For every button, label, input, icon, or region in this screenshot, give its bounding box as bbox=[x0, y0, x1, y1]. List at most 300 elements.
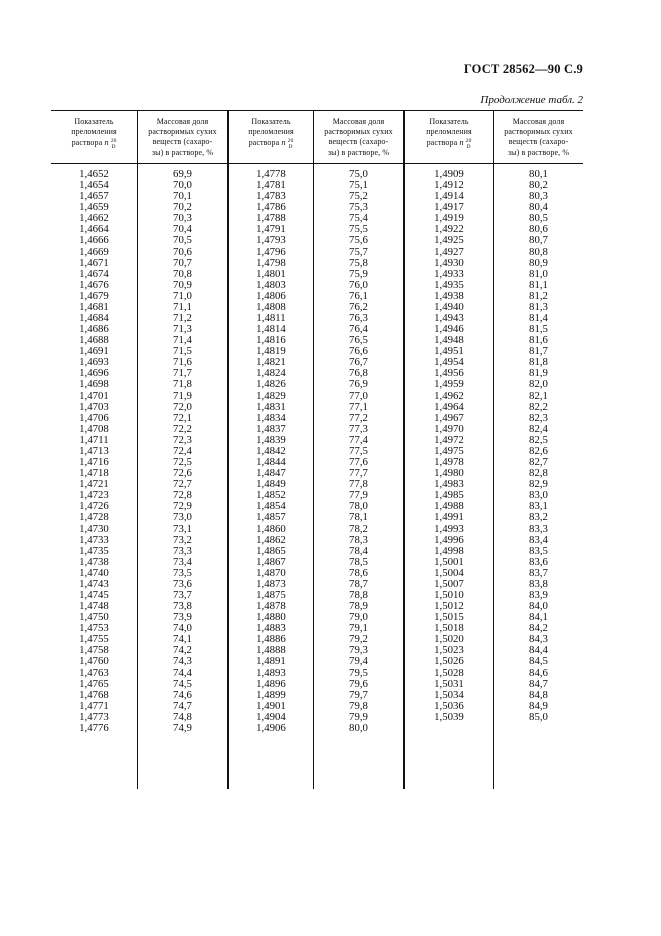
table-cell: 1,4703 bbox=[79, 400, 109, 413]
table-cell: 1,4821 bbox=[256, 356, 286, 369]
table-cell: 1,4964 bbox=[434, 400, 464, 413]
table-cell: 70,8 bbox=[173, 267, 192, 280]
table-cell: 76,8 bbox=[349, 367, 368, 380]
document-reference: ГОСТ 28562—90 С.9 bbox=[463, 62, 583, 76]
table-cell: 1,4662 bbox=[79, 212, 109, 225]
table-cell: 1,5020 bbox=[434, 633, 464, 646]
table-cell: 73,7 bbox=[173, 588, 192, 601]
table-cell: 81,0 bbox=[529, 267, 548, 280]
table-cell: 1,4904 bbox=[256, 710, 286, 723]
table-cell: 74,0 bbox=[173, 622, 192, 635]
table-cell: 1,4972 bbox=[434, 433, 464, 446]
table-cell: 1,4993 bbox=[434, 522, 464, 535]
table-cell: 75,0 bbox=[349, 168, 368, 180]
table-cell: 79,1 bbox=[349, 622, 368, 635]
table-cell: 81,3 bbox=[529, 300, 548, 313]
table-cell: 77,3 bbox=[349, 422, 368, 435]
table-cell: 1,4930 bbox=[434, 256, 464, 269]
table-cell: 78,0 bbox=[349, 500, 368, 513]
table-cell: 80,0 bbox=[349, 721, 368, 734]
table-cell: 1,4962 bbox=[434, 389, 464, 402]
table-cell: 84,4 bbox=[529, 644, 548, 657]
header-line: веществ (сахаро- bbox=[508, 137, 569, 147]
table-cell: 1,5028 bbox=[434, 666, 464, 679]
table-cell: 75,7 bbox=[349, 245, 368, 258]
table-cell: 1,4852 bbox=[256, 489, 286, 502]
table-cell: 1,4698 bbox=[79, 378, 109, 391]
column-refractive-index-3 bbox=[403, 164, 493, 789]
table-cell: 1,4837 bbox=[256, 422, 286, 435]
header-mass-fraction-1 bbox=[137, 111, 227, 163]
table-cell: 1,4791 bbox=[256, 223, 286, 236]
table-cell: 1,4826 bbox=[256, 378, 286, 391]
column-refractive-index-2 bbox=[227, 164, 313, 789]
table-cell: 1,4811 bbox=[256, 312, 286, 325]
header-line: Показатель bbox=[429, 117, 469, 126]
table-cell: 1,4763 bbox=[79, 666, 109, 679]
table-cell: 78,3 bbox=[349, 533, 368, 546]
header-line: преломления bbox=[248, 127, 294, 137]
table-cell: 75,1 bbox=[349, 179, 368, 192]
table-cell: 1,4684 bbox=[79, 312, 109, 325]
table-cell: 1,4842 bbox=[256, 444, 286, 457]
header-line: преломления bbox=[71, 127, 117, 137]
table-cell: 82,1 bbox=[529, 389, 548, 402]
table-cell: 70,3 bbox=[173, 212, 192, 225]
table-cell: 71,7 bbox=[173, 367, 192, 380]
header-refractive-index-1 bbox=[51, 111, 137, 163]
table-cell: 79,5 bbox=[349, 666, 368, 679]
header-line: Показатель bbox=[74, 117, 114, 126]
table-cell: 75,2 bbox=[349, 190, 368, 203]
table-cell: 72,4 bbox=[173, 444, 192, 457]
table-cell: 70,0 bbox=[173, 179, 192, 192]
table-cell: 82,9 bbox=[529, 478, 548, 491]
table-cell: 71,8 bbox=[173, 378, 192, 391]
superscript: 20 bbox=[287, 137, 294, 144]
table-cell: 1,4996 bbox=[434, 533, 464, 546]
table-cell: 1,4669 bbox=[79, 245, 109, 258]
table-continuation-label: Продолжение табл. 2 bbox=[480, 94, 583, 106]
table-cell: 72,9 bbox=[173, 500, 192, 513]
table-cell: 1,4925 bbox=[434, 234, 464, 247]
table-cell: 1,4735 bbox=[79, 544, 109, 557]
table-cell: 1,4674 bbox=[79, 267, 109, 280]
table-cell: 82,5 bbox=[529, 433, 548, 446]
header-text: раствора bbox=[248, 138, 280, 148]
table-cell: 1,4701 bbox=[79, 389, 109, 402]
table-cell: 1,4970 bbox=[434, 422, 464, 435]
table-cell: 1,4728 bbox=[79, 511, 109, 524]
table-cell: 1,4951 bbox=[434, 345, 464, 358]
table-cell: 78,4 bbox=[349, 544, 368, 557]
table-cell: 1,4857 bbox=[256, 511, 286, 524]
table-cell: 76,3 bbox=[349, 312, 368, 325]
table-cell: 1,4760 bbox=[79, 655, 109, 668]
table-cell: 72,6 bbox=[173, 467, 192, 480]
header-refractive-index-2 bbox=[227, 111, 313, 163]
table-cell: 81,9 bbox=[529, 367, 548, 380]
table-cell: 78,9 bbox=[349, 600, 368, 613]
table-cell: 1,4896 bbox=[256, 677, 286, 690]
table-cell: 1,4880 bbox=[256, 611, 286, 624]
table-cell: 80,9 bbox=[529, 256, 548, 269]
table-cell: 1,4875 bbox=[256, 588, 286, 601]
table-cell: 79,9 bbox=[349, 710, 368, 723]
table-cell: 1,4706 bbox=[79, 411, 109, 424]
table-cell: 1,4891 bbox=[256, 655, 286, 668]
table-cell: 1,4696 bbox=[79, 367, 109, 380]
n-symbol: n bbox=[281, 137, 286, 148]
table-cell: 73,0 bbox=[173, 511, 192, 524]
table-cell: 75,4 bbox=[349, 212, 368, 225]
table-cell: 71,4 bbox=[173, 334, 192, 347]
table-cell: 83,4 bbox=[529, 533, 548, 546]
header-line: зы) в растворе, % bbox=[507, 147, 570, 157]
table-cell: 1,4975 bbox=[434, 444, 464, 457]
table-cell: 1,4801 bbox=[256, 267, 286, 280]
table-cell: 1,4839 bbox=[256, 433, 286, 446]
table-cell: 83,5 bbox=[529, 544, 548, 557]
table-cell: 72,3 bbox=[173, 433, 192, 446]
table-cell: 1,4738 bbox=[79, 555, 109, 568]
table-cell: 78,5 bbox=[349, 555, 368, 568]
table-cell: 1,5015 bbox=[434, 611, 464, 624]
table-cell: 72,0 bbox=[173, 400, 192, 413]
table-cell: 72,1 bbox=[173, 411, 192, 424]
table-cell: 1,4922 bbox=[434, 223, 464, 236]
table-cell: 1,5023 bbox=[434, 644, 464, 657]
table-cell: 77,9 bbox=[349, 489, 368, 502]
table-cell: 79,8 bbox=[349, 699, 368, 712]
table-cell: 1,4912 bbox=[434, 179, 464, 192]
header-line: Массовая доля bbox=[156, 117, 209, 126]
table-cell: 83,6 bbox=[529, 555, 548, 568]
table-cell: 1,4806 bbox=[256, 289, 286, 302]
table-cell: 1,4796 bbox=[256, 245, 286, 258]
table-cell: 1,4909 bbox=[434, 168, 464, 180]
table-cell: 1,4978 bbox=[434, 456, 464, 469]
table-cell: 73,8 bbox=[173, 600, 192, 613]
table-cell: 1,4816 bbox=[256, 334, 286, 347]
table-cell: 82,8 bbox=[529, 467, 548, 480]
table-cell: 1,4750 bbox=[79, 611, 109, 624]
table-cell: 1,4883 bbox=[256, 622, 286, 635]
table-cell: 74,9 bbox=[173, 721, 192, 734]
table-cell: 76,9 bbox=[349, 378, 368, 391]
table-cell: 73,9 bbox=[173, 611, 192, 624]
table-cell: 1,4983 bbox=[434, 478, 464, 491]
table-cell: 1,5007 bbox=[434, 577, 464, 590]
table-cell: 70,2 bbox=[173, 201, 192, 214]
table-cell: 1,4740 bbox=[79, 566, 109, 579]
table-cell: 76,2 bbox=[349, 300, 368, 313]
table-cell: 74,8 bbox=[173, 710, 192, 723]
table-cell: 79,7 bbox=[349, 688, 368, 701]
table-cell: 83,1 bbox=[529, 500, 548, 513]
table-cell: 1,4985 bbox=[434, 489, 464, 502]
table-cell: 77,1 bbox=[349, 400, 368, 413]
table-cell: 1,4681 bbox=[79, 300, 109, 313]
table-cell: 1,4768 bbox=[79, 688, 109, 701]
table-cell: 72,8 bbox=[173, 489, 192, 502]
table-cell: 74,7 bbox=[173, 699, 192, 712]
table-cell: 74,1 bbox=[173, 633, 192, 646]
table-cell: 1,4713 bbox=[79, 444, 109, 457]
table-cell: 76,6 bbox=[349, 345, 368, 358]
table-cell: 72,7 bbox=[173, 478, 192, 491]
table-cell: 1,4967 bbox=[434, 411, 464, 424]
table-cell: 1,4956 bbox=[434, 367, 464, 380]
table-cell: 83,3 bbox=[529, 522, 548, 535]
table-cell: 1,4844 bbox=[256, 456, 286, 469]
header-line: растворимых сухих bbox=[148, 127, 217, 137]
table-cell: 81,5 bbox=[529, 323, 548, 336]
table-cell: 1,5012 bbox=[434, 600, 464, 613]
table-cell: 1,4860 bbox=[256, 522, 286, 535]
table-cell: 80,5 bbox=[529, 212, 548, 225]
table-cell: 1,4834 bbox=[256, 411, 286, 424]
table-cell: 1,4676 bbox=[79, 278, 109, 291]
table-body bbox=[51, 164, 583, 789]
table-cell: 1,4786 bbox=[256, 201, 286, 214]
table-cell: 77,6 bbox=[349, 456, 368, 469]
table-cell: 70,4 bbox=[173, 223, 192, 236]
table-cell: 81,7 bbox=[529, 345, 548, 358]
table-cell: 1,4940 bbox=[434, 300, 464, 313]
table-cell: 1,4666 bbox=[79, 234, 109, 247]
table-cell: 1,4888 bbox=[256, 644, 286, 657]
table-cell: 1,4814 bbox=[256, 323, 286, 336]
table-cell: 84,5 bbox=[529, 655, 548, 668]
table-cell: 82,0 bbox=[529, 378, 548, 391]
table-cell: 83,2 bbox=[529, 511, 548, 524]
table-cell: 76,7 bbox=[349, 356, 368, 369]
n-symbol: n bbox=[104, 137, 109, 148]
table-cell: 71,9 bbox=[173, 389, 192, 402]
table-cell: 71,2 bbox=[173, 312, 192, 325]
table-cell: 1,4771 bbox=[79, 699, 109, 712]
table-cell: 83,9 bbox=[529, 588, 548, 601]
table-cell: 79,4 bbox=[349, 655, 368, 668]
table-cell: 1,5034 bbox=[434, 688, 464, 701]
table-cell: 84,1 bbox=[529, 611, 548, 624]
n-symbol: n bbox=[459, 137, 464, 148]
table-cell: 73,5 bbox=[173, 566, 192, 579]
table-cell: 1,4865 bbox=[256, 544, 286, 557]
table-cell: 1,4867 bbox=[256, 555, 286, 568]
table-cell: 1,4657 bbox=[79, 190, 109, 203]
table-cell: 1,4686 bbox=[79, 323, 109, 336]
table-cell: 84,9 bbox=[529, 699, 548, 712]
table-cell: 72,2 bbox=[173, 422, 192, 435]
table-cell: 1,4793 bbox=[256, 234, 286, 247]
table-cell: 1,5004 bbox=[434, 566, 464, 579]
table-cell: 74,6 bbox=[173, 688, 192, 701]
table-cell: 73,4 bbox=[173, 555, 192, 568]
header-line: зы) в растворе, % bbox=[151, 147, 214, 157]
table-cell: 1,4954 bbox=[434, 356, 464, 369]
table-cell: 80,7 bbox=[529, 234, 548, 247]
table-cell: 78,2 bbox=[349, 522, 368, 535]
header-line: Массовая доля bbox=[332, 117, 385, 126]
header-line: растворимых сухих bbox=[324, 127, 393, 137]
table-cell: 71,5 bbox=[173, 345, 192, 358]
table-cell: 1,4721 bbox=[79, 478, 109, 491]
table-cell: 1,4906 bbox=[256, 721, 286, 734]
table-cell: 80,2 bbox=[529, 179, 548, 192]
table-cell: 1,4917 bbox=[434, 201, 464, 214]
table-cell: 1,5039 bbox=[434, 710, 464, 723]
table-cell: 73,1 bbox=[173, 522, 192, 535]
table-cell: 1,4831 bbox=[256, 400, 286, 413]
header-mass-fraction-3 bbox=[493, 111, 583, 163]
table-cell: 1,4927 bbox=[434, 245, 464, 258]
table-cell: 1,5001 bbox=[434, 555, 464, 568]
table-cell: 83,8 bbox=[529, 577, 548, 590]
table-cell: 1,4781 bbox=[256, 179, 286, 192]
table-cell: 77,5 bbox=[349, 444, 368, 457]
table-cell: 1,4886 bbox=[256, 633, 286, 646]
subscript: D bbox=[288, 143, 293, 150]
table-cell: 84,2 bbox=[529, 622, 548, 635]
header-text: раствора bbox=[426, 138, 458, 148]
table-cell: 1,5031 bbox=[434, 677, 464, 690]
header-refractive-index-3 bbox=[403, 111, 493, 163]
table-cell: 80,6 bbox=[529, 223, 548, 236]
column-mass-fraction-3 bbox=[493, 164, 583, 789]
table-cell: 82,2 bbox=[529, 400, 548, 413]
table-cell: 75,5 bbox=[349, 223, 368, 236]
table-cell: 81,4 bbox=[529, 312, 548, 325]
table-cell: 1,4758 bbox=[79, 644, 109, 657]
table-cell: 77,2 bbox=[349, 411, 368, 424]
table-cell: 80,4 bbox=[529, 201, 548, 214]
table-cell: 1,4723 bbox=[79, 489, 109, 502]
table-cell: 74,2 bbox=[173, 644, 192, 657]
table-cell: 1,4726 bbox=[79, 500, 109, 513]
table-cell: 1,4776 bbox=[79, 721, 109, 734]
table-cell: 1,4743 bbox=[79, 577, 109, 590]
table-cell: 1,4753 bbox=[79, 622, 109, 635]
table-cell: 81,8 bbox=[529, 356, 548, 369]
subscript: D bbox=[466, 143, 471, 150]
table-cell: 71,6 bbox=[173, 356, 192, 369]
table-cell: 84,0 bbox=[529, 600, 548, 613]
table-cell: 1,4893 bbox=[256, 666, 286, 679]
table-cell: 76,5 bbox=[349, 334, 368, 347]
table-cell: 1,4988 bbox=[434, 500, 464, 513]
table-cell: 70,5 bbox=[173, 234, 192, 247]
header-line: зы) в растворе, % bbox=[327, 147, 390, 157]
table-cell: 70,1 bbox=[173, 190, 192, 203]
subscript: D bbox=[111, 143, 116, 150]
table-cell: 73,3 bbox=[173, 544, 192, 557]
table-cell: 77,4 bbox=[349, 433, 368, 446]
table-cell: 1,4664 bbox=[79, 223, 109, 236]
table-cell: 1,4733 bbox=[79, 533, 109, 546]
table-cell: 82,7 bbox=[529, 456, 548, 469]
table-cell: 81,1 bbox=[529, 278, 548, 291]
table-cell: 84,6 bbox=[529, 666, 548, 679]
table-cell: 1,4808 bbox=[256, 300, 286, 313]
table-cell: 1,4711 bbox=[79, 433, 109, 446]
table-cell: 80,8 bbox=[529, 245, 548, 258]
table-cell: 1,4847 bbox=[256, 467, 286, 480]
table-cell: 80,3 bbox=[529, 190, 548, 203]
header-line bbox=[53, 137, 135, 149]
column-mass-fraction-1 bbox=[137, 164, 227, 789]
table-cell: 77,8 bbox=[349, 478, 368, 491]
table-cell: 70,9 bbox=[173, 278, 192, 291]
table-cell: 78,7 bbox=[349, 577, 368, 590]
table-cell: 1,4748 bbox=[79, 600, 109, 613]
table-cell: 1,4919 bbox=[434, 212, 464, 225]
header-line: преломления bbox=[426, 127, 472, 137]
superscript: 20 bbox=[110, 137, 117, 144]
table-cell: 1,4708 bbox=[79, 422, 109, 435]
table-cell: 77,0 bbox=[349, 389, 368, 402]
table-cell: 1,4783 bbox=[256, 190, 286, 203]
table-cell: 1,4829 bbox=[256, 389, 286, 402]
table-cell: 70,7 bbox=[173, 256, 192, 269]
table-cell: 76,1 bbox=[349, 289, 368, 302]
table-cell: 75,3 bbox=[349, 201, 368, 214]
table-cell: 1,4862 bbox=[256, 533, 286, 546]
table-cell: 1,4854 bbox=[256, 500, 286, 513]
table-cell: 1,4788 bbox=[256, 212, 286, 225]
header-text: раствора bbox=[71, 138, 103, 148]
table-cell: 1,4998 bbox=[434, 544, 464, 557]
table-cell: 83,7 bbox=[529, 566, 548, 579]
table-cell: 71,3 bbox=[173, 323, 192, 336]
header-line: веществ (сахаро- bbox=[328, 137, 389, 147]
table-cell: 69,9 bbox=[173, 168, 192, 180]
table-cell: 1,4991 bbox=[434, 511, 464, 524]
table-cell: 80,1 bbox=[529, 168, 548, 180]
table-cell: 71,0 bbox=[173, 289, 192, 302]
table-cell: 1,4959 bbox=[434, 378, 464, 391]
table-cell: 1,4652 bbox=[79, 168, 109, 180]
table-cell: 78,6 bbox=[349, 566, 368, 579]
table-cell: 82,6 bbox=[529, 444, 548, 457]
table-cell: 74,4 bbox=[173, 666, 192, 679]
table-cell: 78,1 bbox=[349, 511, 368, 524]
table-cell: 1,4873 bbox=[256, 577, 286, 590]
table-cell: 1,4765 bbox=[79, 677, 109, 690]
header-line: Показатель bbox=[251, 117, 291, 126]
table-cell: 1,4943 bbox=[434, 312, 464, 325]
table-cell: 73,2 bbox=[173, 533, 192, 546]
table-cell: 75,6 bbox=[349, 234, 368, 247]
table-cell: 74,3 bbox=[173, 655, 192, 668]
table-cell: 76,0 bbox=[349, 278, 368, 291]
table-cell: 1,4938 bbox=[434, 289, 464, 302]
table-cell: 75,8 bbox=[349, 256, 368, 269]
table-cell: 1,4691 bbox=[79, 345, 109, 358]
table-cell: 1,5010 bbox=[434, 588, 464, 601]
table-cell: 1,4803 bbox=[256, 278, 286, 291]
column-mass-fraction-2 bbox=[313, 164, 403, 789]
table-cell: 84,3 bbox=[529, 633, 548, 646]
table-cell: 75,9 bbox=[349, 267, 368, 280]
table-cell: 1,4679 bbox=[79, 289, 109, 302]
header-line bbox=[407, 137, 491, 149]
table-cell: 1,4671 bbox=[79, 256, 109, 269]
table-cell: 1,4819 bbox=[256, 345, 286, 358]
table-cell: 1,4716 bbox=[79, 456, 109, 469]
table-cell: 79,6 bbox=[349, 677, 368, 690]
